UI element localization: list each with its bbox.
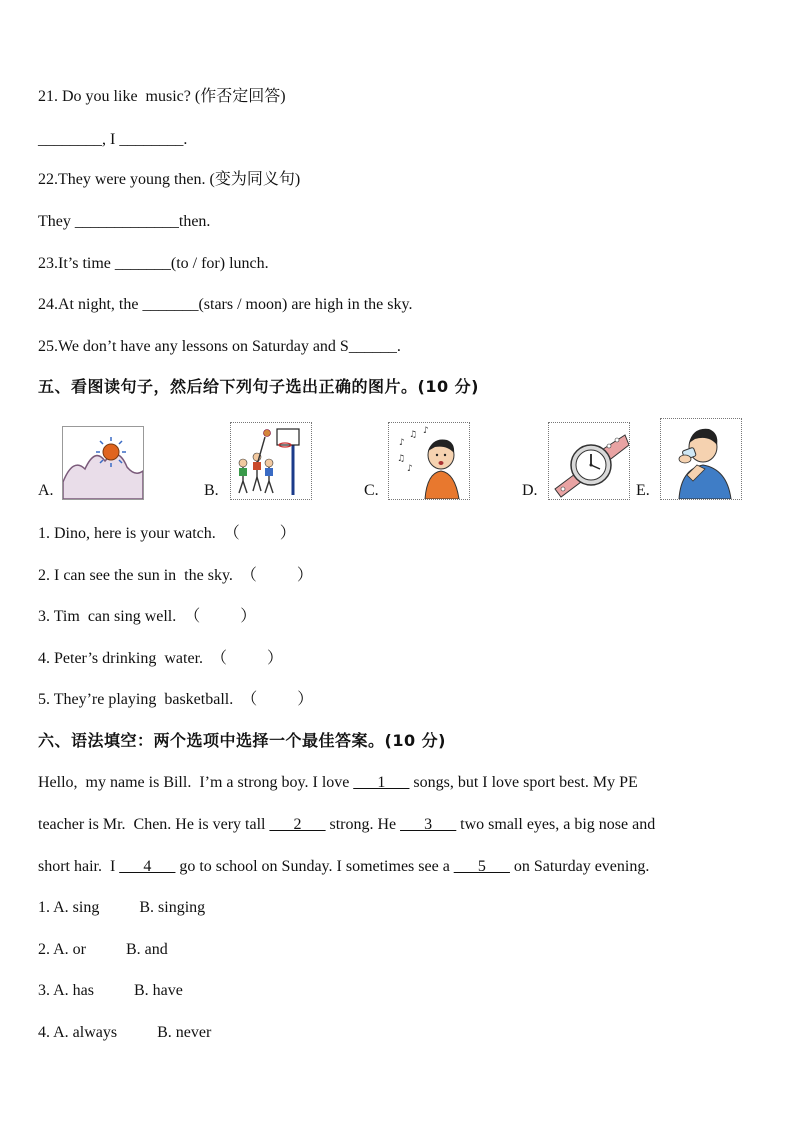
question-23: 23.It’s time _______(to / for) lunch. xyxy=(38,255,269,272)
picture-label-a: A. xyxy=(38,482,54,499)
svg-text:♪: ♪ xyxy=(407,464,413,474)
svg-text:♫: ♫ xyxy=(397,454,406,464)
passage-blank-3: ___3___ xyxy=(400,816,457,833)
passage-text: Hello, my name is Bill. I’m a strong boy. I love xyxy=(38,774,354,791)
picture-label-d: D. xyxy=(522,482,538,499)
boy-singing-picture xyxy=(388,422,470,500)
picture-option-a xyxy=(38,418,148,502)
section-5-sentence-4: 4. Peter’s drinking water. （ ） xyxy=(38,650,284,667)
wristwatch-picture xyxy=(548,422,630,500)
picture-option-b xyxy=(204,418,314,502)
passage-text: on Saturday evening. xyxy=(509,858,650,875)
picture-label-c: C. xyxy=(364,482,379,499)
answer-line-21: ________, I ________. xyxy=(38,131,188,148)
passage-text: teacher is Mr. Chen. He is very tall xyxy=(38,816,270,833)
passage-line-2 xyxy=(38,815,655,835)
passage-blank-5: ___5___ xyxy=(453,858,510,875)
picture-label-b: B. xyxy=(204,482,219,499)
svg-text:♪: ♪ xyxy=(399,438,405,448)
passage-blank-2: ___2___ xyxy=(269,816,326,833)
question-25: 25.We don’t have any lessons on Saturday and S______. xyxy=(38,338,401,355)
boy-drinking-water-picture xyxy=(660,418,742,500)
passage-blank-1: ___1___ xyxy=(353,774,410,791)
passage-blank-4: ___4___ xyxy=(119,858,176,875)
picture-label-e: E. xyxy=(636,482,650,499)
basketball-players-picture xyxy=(230,422,312,500)
sun-over-mountains-picture xyxy=(62,426,144,500)
option-row-2: 2. A. or B. and xyxy=(38,941,168,958)
question-22: 22.They were young then. (变为同义句) xyxy=(38,171,301,188)
passage-text: two small eyes, a big nose and xyxy=(456,816,656,833)
picture-option-c xyxy=(364,418,474,502)
svg-text:♫: ♫ xyxy=(409,430,418,440)
question-24: 24.At night, the _______(stars / moon) are high in the sky. xyxy=(38,296,413,313)
passage-line-1 xyxy=(38,773,638,793)
passage-text: strong. He xyxy=(325,816,401,833)
section-5-sentence-3: 3. Tim can sing well. （ ） xyxy=(38,608,257,625)
question-21: 21. Do you like music? (作否定回答) xyxy=(38,88,286,105)
answer-line-22: They _____________then. xyxy=(38,213,211,230)
passage-text: go to school on Sunday. I sometimes see a xyxy=(175,858,454,875)
section-5-sentence-5: 5. They’re playing basketball. （ ） xyxy=(38,691,314,708)
passage-text: short hair. I xyxy=(38,858,120,875)
svg-text:♪: ♪ xyxy=(423,426,429,436)
picture-option-d xyxy=(522,418,632,502)
picture-option-e xyxy=(636,418,758,502)
option-row-1: 1. A. sing B. singing xyxy=(38,899,206,916)
picture-options-row xyxy=(38,418,758,502)
section-6-title: 六、语法填空：两个选项中选择一个最佳答案。(10 分) xyxy=(38,731,446,750)
section-5-sentence-1: 1. Dino, here is your watch. （ ） xyxy=(38,525,296,542)
section-5-title: 五、看图读句子，然后给下列句子选出正确的图片。(10 分) xyxy=(38,377,479,396)
passage-text: songs, but I love sport best. My PE xyxy=(409,774,638,791)
section-5-sentence-2: 2. I can see the sun in the sky. （ ） xyxy=(38,567,313,584)
option-row-4: 4. A. always B. never xyxy=(38,1024,212,1041)
option-row-3: 3. A. has B. have xyxy=(38,982,183,999)
passage-line-3 xyxy=(38,857,649,877)
